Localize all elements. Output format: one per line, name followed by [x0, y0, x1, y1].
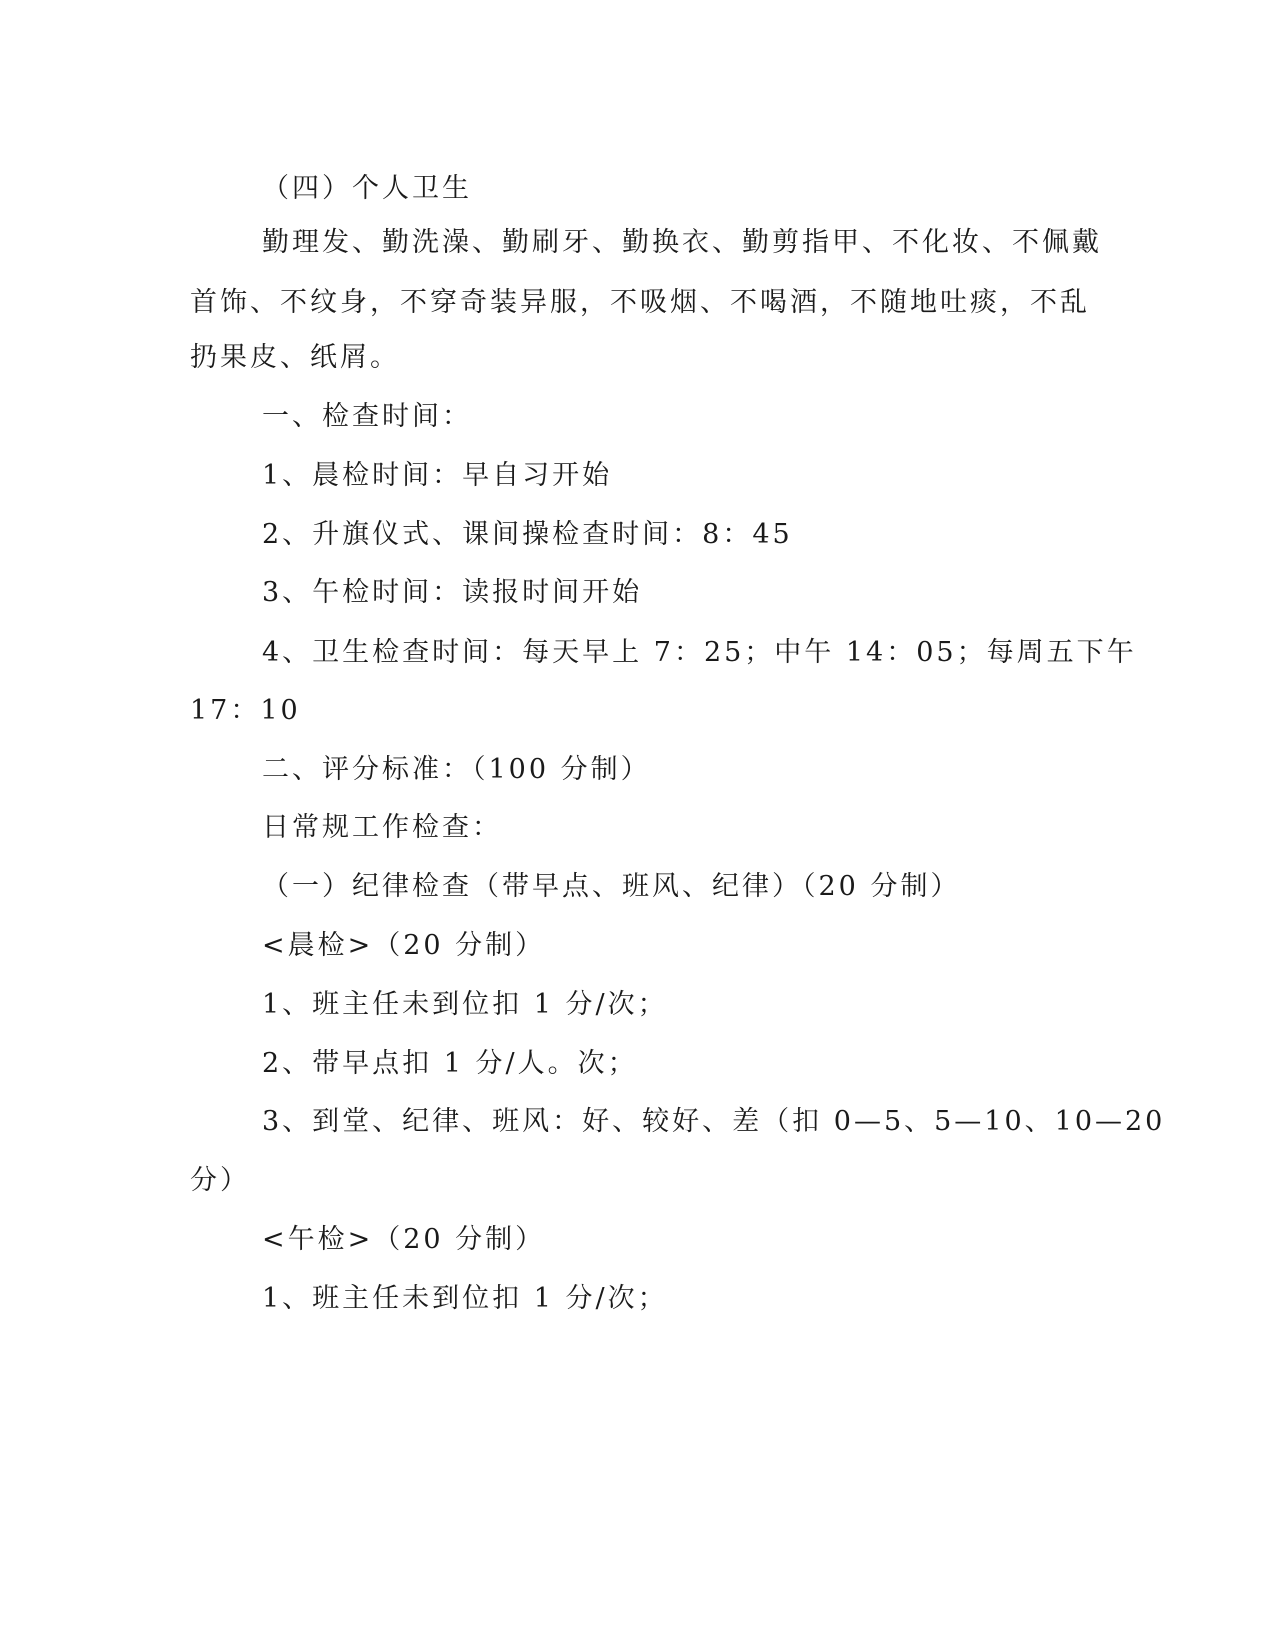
list-item-continuation: 分）	[190, 1165, 250, 1196]
section-heading-scoring: 二、评分标准：（100 分制）	[262, 754, 651, 785]
paragraph-line: 勤理发、勤洗澡、勤刷牙、勤换衣、勤剪指甲、不化妆、不佩戴	[262, 227, 1102, 258]
list-item: 2、升旗仪式、课间操检查时间：8：45	[262, 519, 793, 550]
paragraph-line: 首饰、不纹身，不穿奇装异服，不吸烟、不喝酒，不随地吐痰，不乱	[190, 287, 1090, 318]
list-item: 1、班主任未到位扣 1 分/次；	[262, 989, 668, 1020]
paragraph-line: 扔果皮、纸屑。	[190, 342, 400, 373]
subheading-discipline-check: （一）纪律检查（带早点、班风、纪律）（20 分制）	[262, 871, 961, 902]
subheading-routine-check: 日常规工作检查：	[262, 812, 502, 843]
subheading-morning-check: <晨检>（20 分制）	[262, 930, 546, 961]
list-item: 3、午检时间：读报时间开始	[262, 577, 643, 608]
list-item: 1、晨检时间：早自习开始	[262, 460, 613, 491]
section-heading-check-time: 一、检查时间：	[262, 401, 472, 432]
list-item: 2、带早点扣 1 分/人。次；	[262, 1048, 638, 1079]
subheading-noon-check: <午检>（20 分制）	[262, 1224, 546, 1255]
list-item-continuation: 17：10	[190, 695, 301, 726]
list-item: 3、到堂、纪律、班风：好、较好、差（扣 0—5、5—10、10—20	[262, 1106, 1166, 1137]
section-heading-personal-hygiene: （四）个人卫生	[262, 173, 472, 204]
list-item: 4、卫生检查时间：每天早上 7：25；中午 14：05；每周五下午	[262, 637, 1137, 668]
list-item: 1、班主任未到位扣 1 分/次；	[262, 1283, 668, 1314]
